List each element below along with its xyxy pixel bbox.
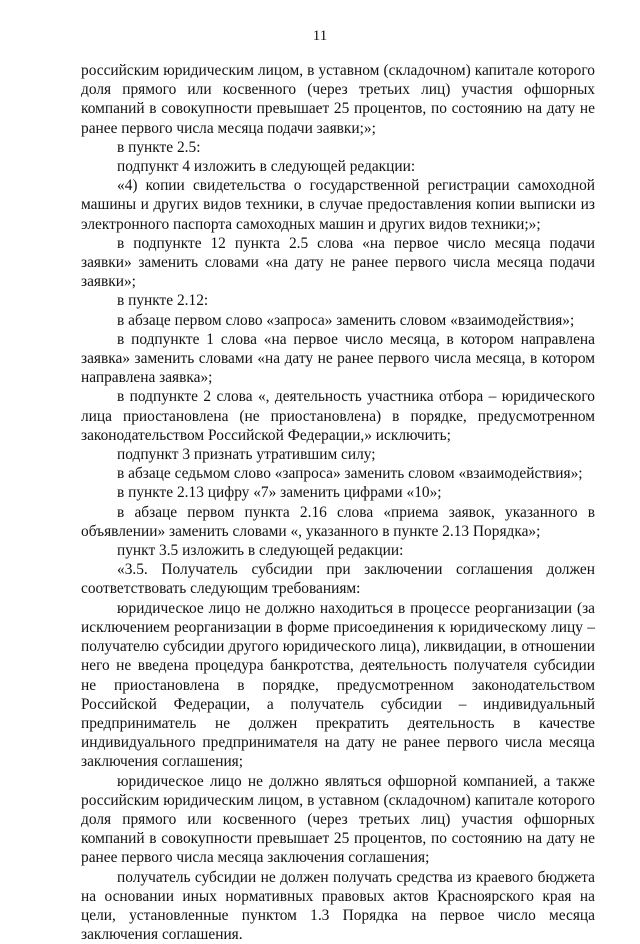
paragraph-14: пункт 3.5 изложить в следующей редакции: [117, 542, 404, 560]
paragraph-12: в пункте 2.13 цифру «7» заменить цифрами «10»; [117, 484, 442, 502]
paragraph-6: в пункте 2.12: [117, 292, 209, 310]
paragraph-18: получатель субсидии не должен получать средства из краевого бюджета на основании иных нормативных правовых актов Красноярского края на цели, установленные пунктом 1.3 Порядка на первое число месяца заключения соглашения. [81, 868, 595, 944]
document-body [81, 61, 595, 944]
paragraph-3: подпункт 4 изложить в следующей редакции: [117, 158, 416, 176]
paragraph-13: в абзаце первом пункта 2.16 слова «приема заявок, указанного в объявлении» заменить словами «, указанного в пункте 2.13 Порядка»; [81, 503, 595, 540]
paragraph-5: в подпункте 12 пункта 2.5 слова «на первое число месяца подачи заявки» заменить словами «на дату не ранее первого числа месяца подачи заявки»; [81, 234, 595, 291]
paragraph-16: юридическое лицо не должно находиться в процессе реорганизации (за исключением реорганизации в форме присоединения к юридическому лицу – получателю субсидии другого юридического лица), ликвидации, в отношении него не введена процедура банкротства, деятельность получателя субсидии не приостановлена в порядке, предусмотренном законодательством Российской Федерации, а получатель субсидии – индивидуальный предприниматель не должен прекратить деятельность в качестве индивидуального предпринимателя на дату не ранее первого числа месяца заключения соглашения; [81, 599, 595, 771]
paragraph-1: российским юридическим лицом, в уставном (складочном) капитале которого доля прямого или косвенного (через третьих лиц) участия офшорных компаний в совокупности превышает 25 процентов, по состоянию на дату не ранее первого числа месяца подачи заявки;»; [81, 62, 595, 137]
paragraph-8: в подпункте 1 слова «на первое число месяца, в котором направлена заявка» заменить словами «на дату не ранее первого числа месяца, в котором направлена заявка»; [81, 330, 595, 387]
paragraph-10: подпункт 3 признать утратившим силу; [117, 446, 376, 464]
paragraph-4: «4) копии свидетельства о государственной регистрации самоходной машины и других видов техники, в случае предоставления копии выписки из электронного паспорта самоходных машин и других видов техники;»; [81, 177, 595, 233]
paragraph-17: юридическое лицо не должно являться офшорной компанией, а также российским юридическим лицом, в уставном (складочном) капитале которого доля прямого или косвенного (через третьих лиц) участия офшорных компаний в совокупности превышает 25 процентов, по состоянию на дату не ранее первого числа месяца заключения соглашения; [81, 772, 595, 867]
paragraph-11: в абзаце седьмом слово «запроса» заменить словом «взаимодействия»; [117, 465, 583, 483]
paragraph-2: в пункте 2.5: [117, 138, 201, 156]
page-number: 11 [312, 28, 328, 44]
paragraph-15: «3.5. Получатель субсидии при заключении соглашения должен соответствовать следующим требованиям: [81, 561, 595, 598]
paragraph-7: в абзаце первом слово «запроса» заменить словом «взаимодействия»; [117, 311, 575, 329]
paragraph-9: в подпункте 2 слова «, деятельность участника отбора – юридического лица приостановлена (не приостановлена) в порядке, предусмотренном законодательством Российской Федерации,» исключить; [81, 388, 595, 444]
